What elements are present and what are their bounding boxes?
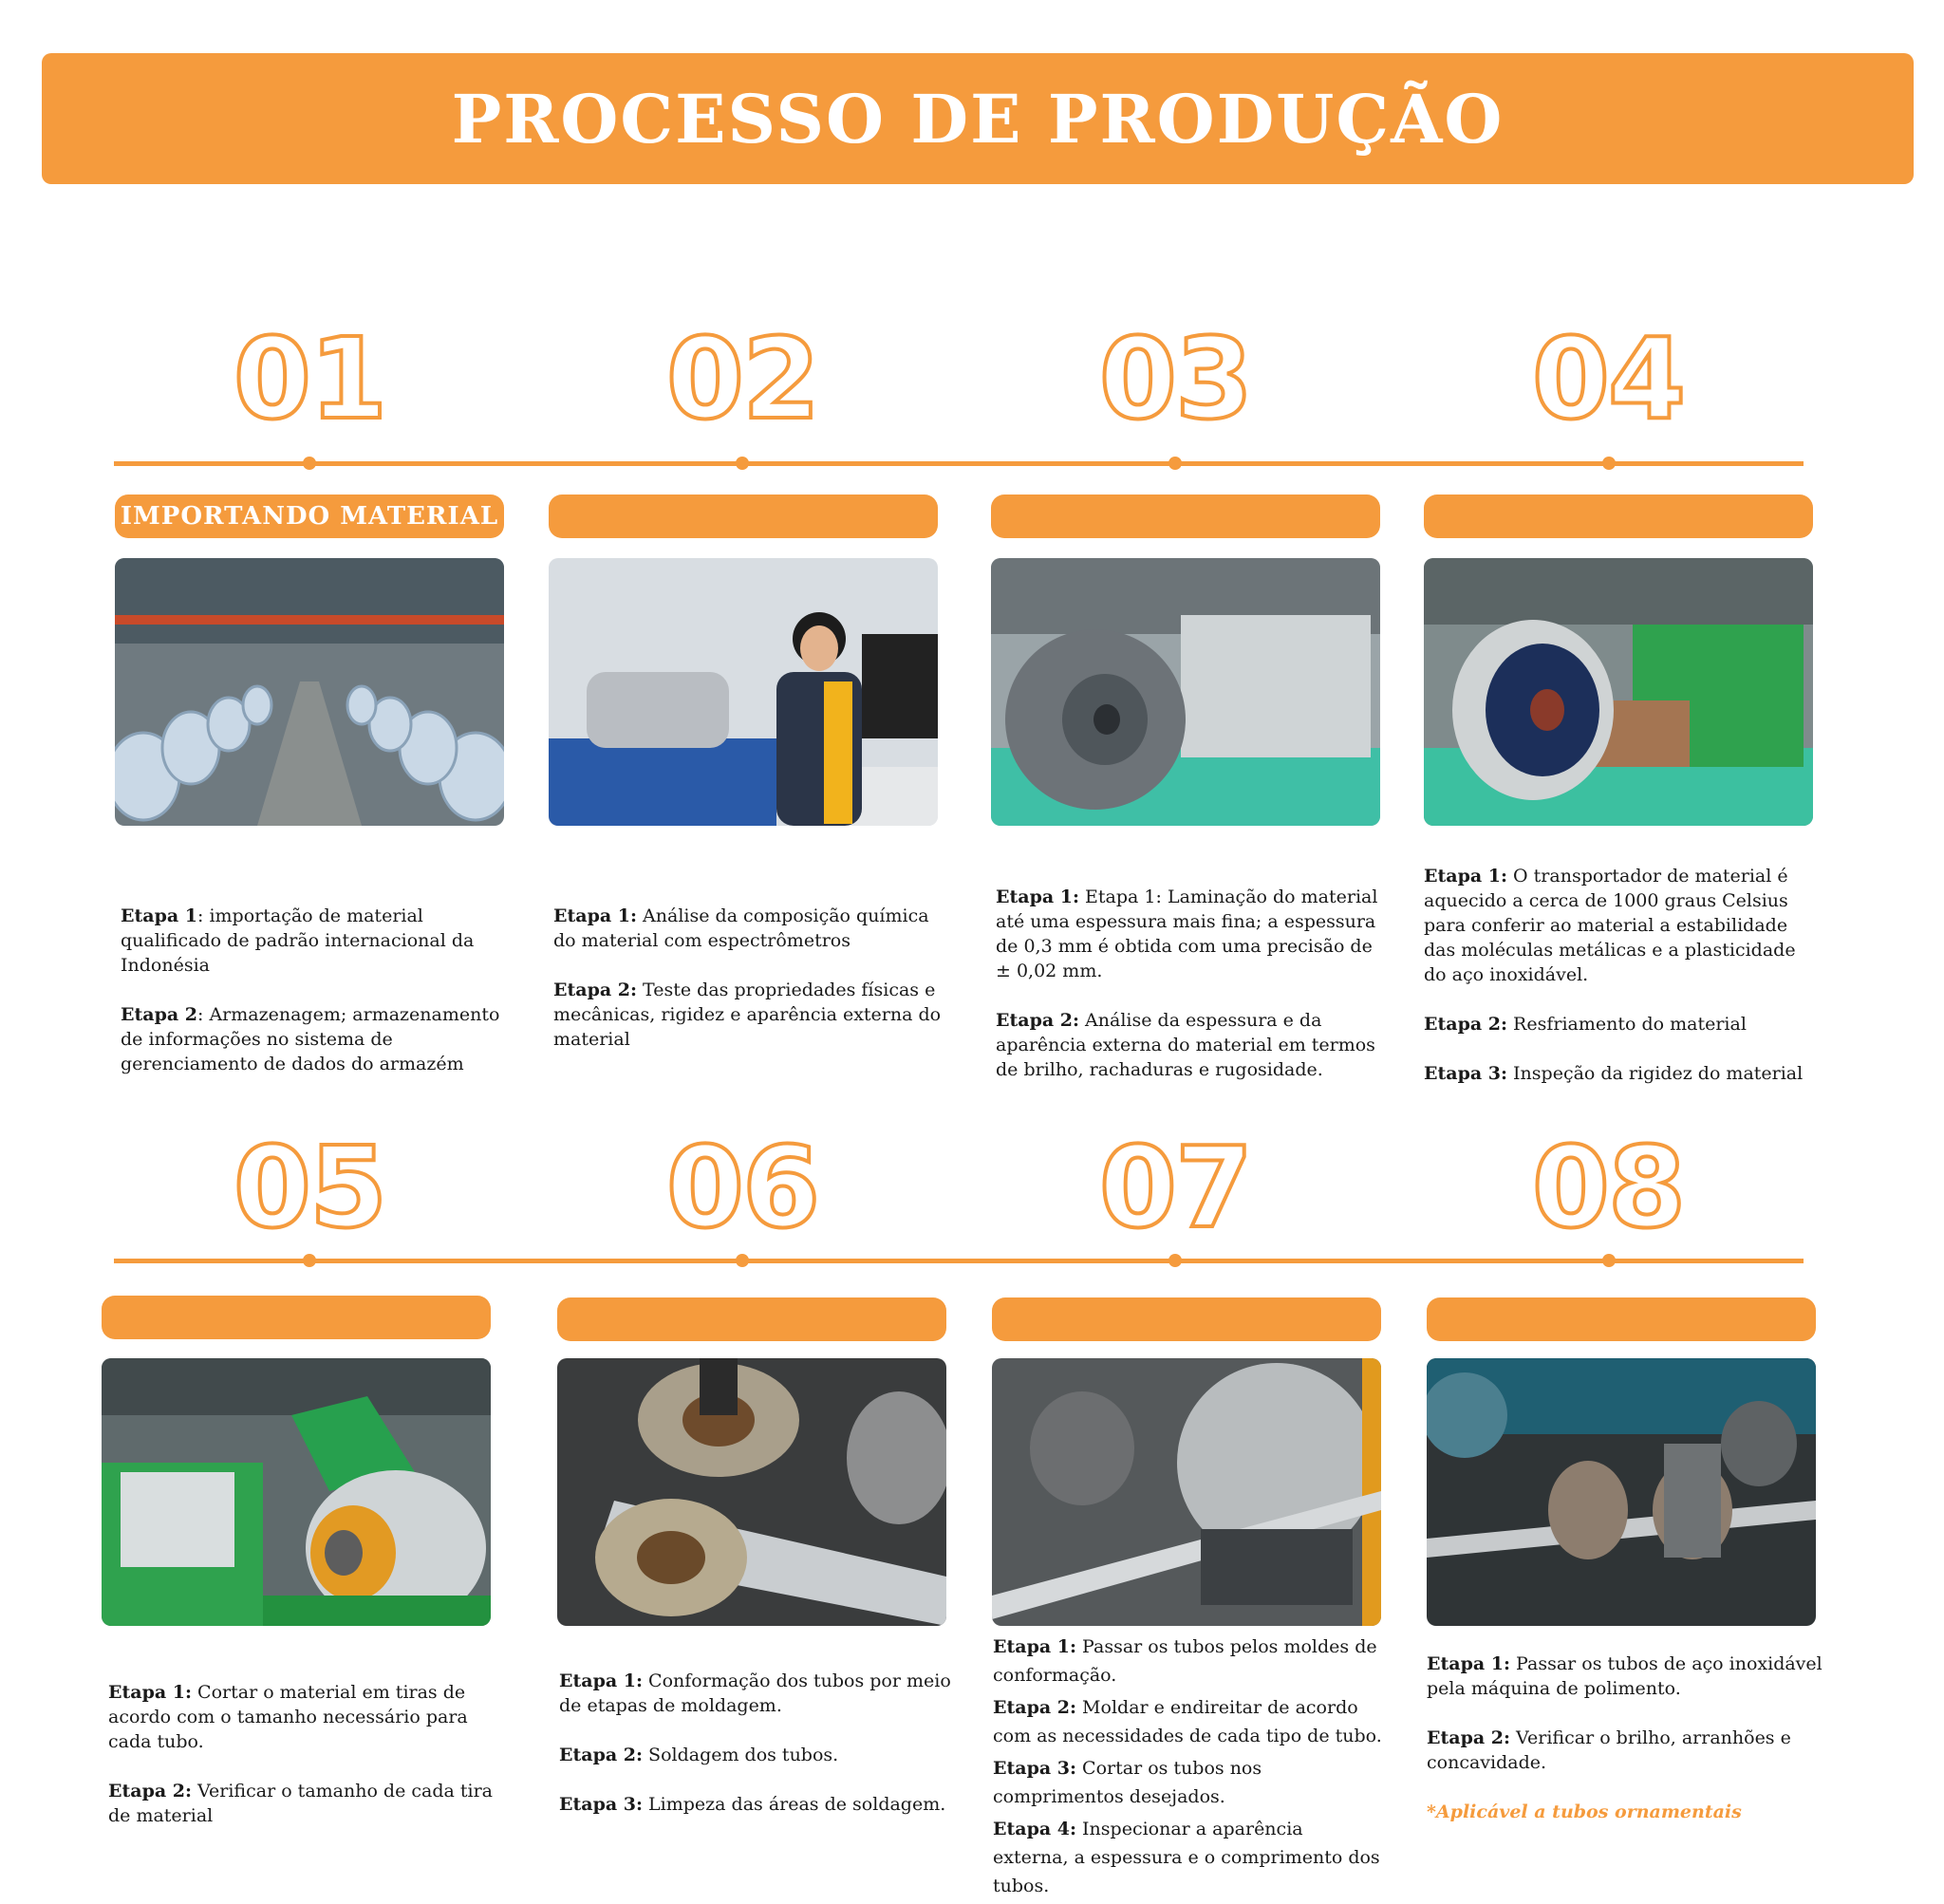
- timeline-dot: [736, 457, 749, 470]
- stage-key: Etapa 2:: [108, 1781, 193, 1801]
- stage-key: Etapa 1:: [996, 887, 1080, 907]
- stage-text: Etapa 1: Laminação do material até uma espessura mais fina; a espessura de 0,3 mm é obtida com uma precisão de ± 0,02 mm.: [996, 887, 1378, 981]
- stage-text: : Armazenagem; armazenamento de informações no sistema de gerenciamento de dados do armazém: [121, 1004, 500, 1074]
- step-label: [102, 1296, 491, 1339]
- stage-text: Moldar e endireitar de acordo com as necessidades de cada tipo de tubo.: [993, 1697, 1382, 1746]
- timeline-dot: [303, 1254, 316, 1267]
- step-label: [557, 1297, 946, 1341]
- rolling-mill-image: [991, 558, 1380, 826]
- ornamental-note: *Aplicável a tubos ornamentais: [1427, 1801, 1742, 1822]
- stage-key: Etapa 2:: [1424, 1014, 1508, 1035]
- stage-key: Etapa 2:: [553, 980, 638, 1000]
- stage-text: Verificar o brilho, arranhões e concavidade.: [1427, 1727, 1791, 1773]
- step-number: 05: [233, 1122, 386, 1253]
- stage-text: Inspeção da rigidez do material: [1507, 1063, 1804, 1084]
- annealing-line-image: [1424, 558, 1813, 826]
- lab-spectrometer-image: [549, 558, 938, 826]
- step-description: [553, 904, 943, 1076]
- step-number: 08: [1531, 1122, 1685, 1253]
- page-title: PROCESSO DE PRODUÇÃO: [451, 79, 1505, 159]
- stage-key: Etapa 1:: [1427, 1653, 1511, 1674]
- steel-coil-warehouse-image: [115, 558, 504, 826]
- tube-cutting-image: [992, 1358, 1381, 1626]
- stage-text: Passar os tubos de aço inoxidável pela máquina de polimento.: [1427, 1653, 1822, 1699]
- stage-text: O transportador de material é aquecido a cerca de 1000 graus Celsius para conferir ao material a estabilidade das moléculas metálicas e a plasticidade do aço inoxidável.: [1424, 866, 1796, 985]
- stage-text: Limpeza das áreas de soldagem.: [643, 1794, 946, 1815]
- tube-forming-image: [557, 1358, 946, 1626]
- title-banner: [42, 53, 1914, 184]
- stage-key: Etapa 2:: [996, 1010, 1080, 1031]
- step-description: [1424, 864, 1813, 1111]
- step-label: IMPORTANDO MATERIAL: [115, 495, 504, 538]
- step-label: [1424, 495, 1813, 538]
- stage-key: Etapa 2:: [559, 1745, 644, 1765]
- stage-text: Resfriamento do material: [1507, 1014, 1747, 1035]
- step-label: [991, 495, 1380, 538]
- stage-key: Etapa 2: [121, 1004, 198, 1025]
- stage-text: Inspecionar a aparência externa, a espessura e o comprimento dos tubos.: [993, 1819, 1380, 1896]
- step-description: [108, 1680, 497, 1853]
- stage-text: Soldagem dos tubos.: [643, 1745, 839, 1765]
- stage-key: Etapa 1:: [108, 1682, 193, 1703]
- stage-text: Passar os tubos pelos moldes de conformação.: [993, 1636, 1377, 1686]
- step-number: 04: [1531, 313, 1685, 444]
- stage-text: Análise da composição química do material com espectrômetros: [553, 905, 929, 951]
- stage-key: Etapa 3:: [559, 1794, 644, 1815]
- step-label: [1427, 1297, 1816, 1341]
- timeline-dot: [303, 457, 316, 470]
- step-number: 02: [665, 313, 819, 444]
- step-label: [549, 495, 938, 538]
- slitting-machine-image: [102, 1358, 491, 1626]
- stage-text: Cortar os tubos nos comprimentos desejados.: [993, 1758, 1262, 1807]
- stage-key: Etapa 1:: [559, 1671, 644, 1691]
- step-description: [1427, 1652, 1825, 1849]
- step-description: [993, 1633, 1382, 1904]
- stage-key: Etapa 1: [121, 905, 198, 926]
- step-number: 06: [665, 1122, 819, 1253]
- step-description: [559, 1669, 953, 1841]
- stage-text: : importação de material qualificado de padrão internacional da Indonésia: [121, 905, 475, 976]
- step-description: [996, 885, 1387, 1107]
- timeline-row-2: [114, 1259, 1804, 1263]
- stage-text: Análise da espessura e da aparência externa do material em termos de brilho, rachaduras e rugosidade.: [996, 1010, 1375, 1080]
- stage-key: Etapa 1:: [553, 905, 638, 926]
- timeline-dot: [736, 1254, 749, 1267]
- stage-key: Etapa 1:: [993, 1636, 1077, 1657]
- step-description: [121, 904, 510, 1101]
- stage-key: Etapa 3:: [1424, 1063, 1508, 1084]
- stage-key: Etapa 2:: [993, 1697, 1077, 1718]
- timeline-dot: [1602, 457, 1616, 470]
- stage-key: Etapa 1:: [1424, 866, 1508, 887]
- stage-text: Teste das propriedades físicas e mecânicas, rigidez e aparência externa do material: [553, 980, 942, 1050]
- timeline-dot: [1168, 457, 1182, 470]
- stage-key: Etapa 3:: [993, 1758, 1077, 1779]
- stage-text: Cortar o material em tiras de acordo com o tamanho necessário para cada tubo.: [108, 1682, 468, 1752]
- stage-key: Etapa 2:: [1427, 1727, 1511, 1748]
- step-number: 03: [1098, 313, 1252, 444]
- stage-text: Conformação dos tubos por meio de etapas de moldagem.: [559, 1671, 951, 1716]
- step-number: 07: [1098, 1122, 1252, 1253]
- timeline-row-1: [114, 461, 1804, 466]
- stage-key: Etapa 4:: [993, 1819, 1077, 1839]
- step-label: [992, 1297, 1381, 1341]
- polishing-machine-image: [1427, 1358, 1816, 1626]
- step-number: 01: [233, 313, 386, 444]
- stage-text: Verificar o tamanho de cada tira de material: [108, 1781, 494, 1826]
- timeline-dot: [1168, 1254, 1182, 1267]
- timeline-dot: [1602, 1254, 1616, 1267]
